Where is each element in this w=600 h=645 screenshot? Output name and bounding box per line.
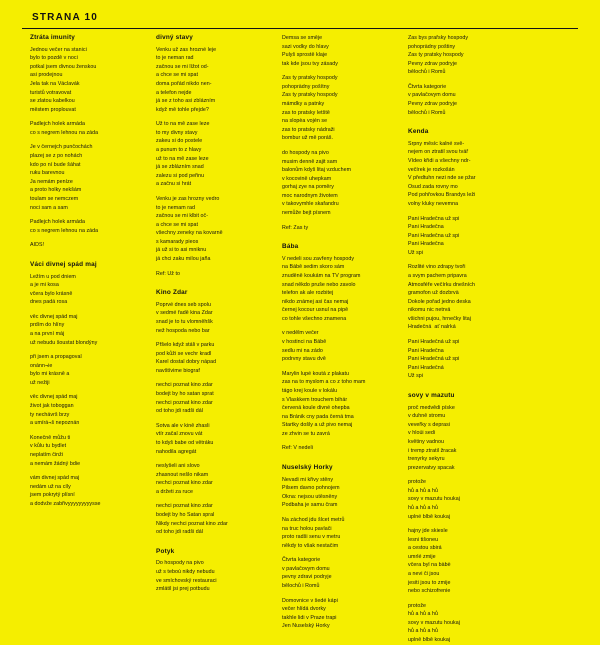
lyric-line: už nežiji [30,379,50,386]
lyric-line: než hospoda nebo bar [156,327,210,334]
song-title: Ztráta imunity [30,34,76,41]
stanza [282,34,400,68]
lyric-line: bylo to pozdě v noci [30,55,78,62]
lyric-line: volny kluky nevemna [408,200,459,207]
lyric-line: dnes padá rosa [30,299,68,306]
song-title: Nuselský Horky [282,463,333,471]
lyric-line: bylo mi krásně a [30,371,70,378]
lyric-line: já chci zaku milou jaña [156,255,211,262]
lyric-line: hů a hů a hů [408,628,439,635]
stanza [408,34,526,77]
stanza [282,329,400,363]
lyric-line: Je v černejch punčochách [30,144,93,151]
lyric-line: a na první máj [30,330,65,337]
lyric-line: já se zblázním snad [156,164,204,171]
lyric-line: od toho jdi radši dál [156,408,203,415]
lyric-line: od toho jdi radši dál [156,529,203,536]
lyric-line: pevny zdravi podryje [282,574,332,581]
lyric-line: a proto holky nekšám [30,187,82,194]
lyrics-block [282,464,400,631]
lyric-line: při jsem a propagoval [30,354,82,361]
lyric-line: zas to pratsky nádraži [282,126,335,133]
lyric-line: onánn¬ie [30,362,53,369]
lyric-line: moc narodnym životem [282,192,338,199]
stanza [408,83,526,117]
lyric-line: v takovymhle skafandru [282,201,339,208]
lyric-line: to my divny stavy [156,129,198,136]
stanza [156,462,274,496]
stanza [408,215,526,258]
lyrics-column-4 [408,34,526,644]
lyric-line: Do hospody na pivo [156,560,204,567]
lyric-line: Pani Hradečná už spi [408,339,460,346]
lyric-line: Rozlité vino zdrapy tvoři [408,264,466,271]
lyric-line: proto radši senu v metru [282,534,341,541]
lyric-line: Ref: Zas ty [282,224,309,231]
lyric-line: to je nemam rad [156,204,196,211]
lyric-line: AIDS! [30,242,45,249]
stanza [30,241,148,250]
lyric-line: co s negrem lehnou na záda [30,129,99,136]
lyric-line: všichni pujou, hrnečky litaj [408,315,471,322]
lyric-line: vám divnej spád maj [30,475,80,482]
lyrics-columns [30,34,582,644]
lyric-line: Padlejch holek armáda [30,219,85,226]
lyric-line: Pulyš sprostě klaje [282,52,328,59]
lyric-line: nechci poznat kino zdar [156,503,213,510]
stanza [30,273,148,307]
stanza [282,444,400,453]
lyric-line: já už si to asi mniknu [156,247,207,254]
song-title: divný stavy [156,34,194,41]
lyric-line: v hloúi sedi [408,430,436,437]
stanza [282,516,400,550]
lyric-line: nikdo známej asi čas nemaj [282,298,349,305]
lyric-line: ty nechávrš brzy [30,411,70,418]
lyric-line: nedám už na cíly [30,483,71,490]
lyric-line: neplatím činži [30,451,64,458]
lyric-line: mámdky a patnky [282,101,325,108]
lyric-line: Ref: V nedeli [282,445,313,452]
lyrics-block [156,548,274,594]
lyrics-block [282,243,400,453]
lyric-line: ze zhvin se tu zavrá [282,430,330,437]
lyric-line: nemůže bejt písnem [282,209,331,216]
lyric-line: nikomu nic netrvá [408,307,451,314]
lyric-line: turistů votravovat [30,89,72,96]
lyric-line: a punum to z hlavy [156,147,202,154]
lyrics-block [282,34,400,232]
lyric-line: Už spi [408,373,424,380]
stanza [408,478,526,521]
lyric-line: Pani Hradečna [408,347,444,354]
lyric-line: hů a hů a hů [408,487,439,494]
stanza [282,370,400,439]
stanza [30,474,148,508]
lyric-line: v kůlu tu bydlet [30,443,67,450]
lyric-line: plazej se z po nohách [30,153,83,160]
header-divider [22,28,578,29]
lyrics-block [30,261,148,509]
stanza [30,218,148,235]
lyric-line: Pani Hradečna [408,241,444,248]
lyric-line: umrlé zmije [408,553,436,560]
lyric-line: potkal jsem divnou ženskou [30,63,97,70]
lyric-line: sazi vodky do hlavy [282,43,329,50]
song-title: sovy v mazutu [408,391,455,399]
lyric-line: jsem pokrytý plísní [30,492,75,499]
stanza [282,149,400,218]
lyric-line: a držeti za ruce [156,488,194,495]
stanza [408,140,526,209]
stanza [156,270,274,279]
lyric-line: černej kocour usnul na pipě [282,307,349,314]
lyric-line: věc divnej spád maj [30,313,78,320]
stanza [282,255,400,324]
lyric-line: protože [408,479,427,486]
lyric-line: někdy to však nestačim [282,542,339,549]
stanza [282,224,400,233]
stanza [156,381,274,415]
stanza [282,476,400,510]
song-title: Kino Zdar [156,289,188,297]
stanza [156,502,274,536]
lyric-line: Na záchod jdu šlcet metrů [282,516,345,523]
lyric-line: toulam se nemczem [30,195,79,202]
lyric-line: Domovnice v šedé kápi [282,597,338,604]
lyric-line: bělochů i Romů [408,109,446,116]
lyric-line: znuděně koukám na TV program [282,272,361,279]
lyric-line: Zas ty pratsky hospody [408,52,464,59]
stanza [30,120,148,137]
lyric-line: tágo krej koule v lokálu [282,387,338,394]
lyric-line: s kamarady pieos [156,238,199,245]
lyric-line: Pilsem davno pohnojem [282,485,340,492]
lyric-line: Osud zada rovny mo [408,183,458,190]
lyric-line: pohopràdny pošítny [282,83,330,90]
lyric-line: protože [408,602,427,609]
lyric-line: jesiti jsou to zmije [408,579,451,586]
lyric-line: včera bylo krásně [30,290,73,297]
lyric-line: život jak toboggan [30,403,74,410]
lyric-line: na Bránik cny pada černá tma [282,413,354,420]
lyric-line: v pavlačovym domu [408,92,456,99]
lyric-line: noci sam a sam [30,204,68,211]
lyric-line: zas to pratsky letště [282,109,330,116]
lyric-line: hů a hů a hů [408,504,439,511]
lyric-line: Hradečná ať nalrká [408,324,456,331]
lyric-line: a začnu si hrát [156,181,192,188]
lyric-line: nahodila agregát [156,448,197,455]
lyric-line: takhle lidi v Praze trapi [282,614,337,621]
lyrics-block [408,392,526,645]
lyric-line: Pani Hradečna už spi [408,215,460,222]
lyric-line: Okna: nejsou utěsněny [282,493,338,500]
lyric-line: hů a hů a hů [408,611,439,618]
lyric-line: Jednou večer na stanici [30,46,87,53]
lyrics-block [156,34,274,278]
lyric-line: ve smíchovský restauraci [156,577,217,584]
lyric-line: Zas bys prařsky hospody [408,35,469,41]
lyric-line: pod kůži se vechr kradl [156,350,212,357]
lyric-line: co tohle všechno znamena [282,315,347,322]
stanza [282,597,400,631]
stanza [156,341,274,375]
stanza [408,404,526,473]
stanza [408,602,526,645]
stanza [30,353,148,387]
lyric-line: tak kde jsou tvy zásady [282,60,338,67]
lyric-line: neslyšeli ani slovo [156,463,200,470]
lyric-line: Ref: Už to [156,270,181,277]
lyric-line: a chce se mi spat [156,221,199,228]
lyric-line: a cestou sbirá [408,545,442,552]
lyric-line: gramofon už dozbrvà [408,290,459,297]
lyric-line: a nemám žádný bdie [30,460,81,467]
lyric-line: Sotva ale v kině zhasli [156,422,210,429]
lyric-line: sovy v mazutu houkaj [408,496,460,503]
lyric-line: kdo po ní bude šáhat [30,161,81,168]
lyric-line: uplně blbě koukaj [408,637,451,644]
song-title: Potyk [156,547,175,555]
lyric-line: Čtvrta kategorie [282,557,321,564]
lyric-line: Dokole pořad jedno deska [408,298,471,305]
lyric-line: vtír začal znovu vát [156,431,203,438]
lyric-line: Už spi [408,249,424,256]
lyric-line: Nevadi mi křivy stěny [282,476,334,483]
lyric-line: Poprvé dnes seb spolu [156,301,211,308]
lyric-line: prdím do hlíny [30,322,65,329]
lyric-line: Čtvrta kategorie [408,83,447,90]
lyric-line: nechci poznat kino zdar [156,382,213,389]
lyric-line: Podbaha je samu čram [282,502,338,509]
stanza [156,195,274,264]
stanza [30,434,148,468]
lyric-line: v pavlačovym domu [282,565,330,572]
lyric-line: podrvny stavu dvě [282,356,326,363]
lyric-line: a svym pachem pripavra [408,272,467,279]
stanza [408,338,526,381]
lyric-line: zhasnout nešlo nikam [156,471,209,478]
stanza [30,143,148,212]
lyric-line: pohopràdny poštiny [408,43,456,50]
lyric-line: Demsa se směje [282,35,323,41]
lyric-line: Zas ty pratsky hospody [282,92,338,99]
lyric-line: květiny vadnou [408,438,445,445]
lyric-line: Jen Nuselský Horky [282,623,330,630]
lyric-line: V předtuhn nezi nde se pžar [408,175,476,182]
stanza [30,313,148,347]
lyric-line: snad někdo pruše nebo zavolo [282,281,356,288]
lyric-line: Ja nemám peníze [30,178,73,185]
lyric-line: všechny zeneky na kovarně [156,230,223,237]
lyric-line: doma pořád nikdo nen- [156,81,212,87]
lyric-line: telefon ak ale rozbitej [282,290,334,297]
lyric-line: nechci poznat kino zdar [156,399,213,406]
lyric-line: Venku je zas hrozny vedro [156,195,220,202]
lyric-line: gorhaj zye na poměry [282,184,334,191]
lyric-line: bělochů i Romů [408,69,446,76]
lyric-line: Vídeo křidi a všechny ndr- [408,158,471,165]
lyric-line: červená koule divné ohepba [282,405,350,412]
lyric-line: Venku už zas hrozné leje [156,46,217,53]
lyric-line: v duhně stromu [408,413,446,420]
lyric-line: večer hlídá dvorky [282,606,326,613]
lyric-line: Startky došly a už pivo nemaj [282,422,353,429]
lyric-line: včera byl na bàbè [408,562,451,569]
lyric-line: V nedeli sou zavřeny hospody [282,255,355,262]
lyric-line: veveřky s deprasi [408,421,451,428]
lyric-line: s Vlaskkem trouchem bihár [282,396,348,403]
lyric-line: bodejt by ho Satan spral [156,511,215,518]
lyric-line: Ležím u pod dniem [30,273,76,280]
song-title: Kenda [408,128,429,136]
lyric-line: bombur už mě poráš. [282,135,333,142]
stanza [156,120,274,189]
lyric-line: Zas ty pratsky hospody [282,75,338,82]
lyric-line: zmlátil jsi prej potbudu [156,586,210,593]
song-title: Bába [282,243,299,251]
lyrics-block [408,34,526,117]
lyrics-block [30,34,148,250]
lyric-line: to kdyš babe od větráku [156,439,214,446]
lyric-line: v kocovině uhepkam [282,175,332,182]
lyric-line: sovy v mazutu houkaj [408,619,460,626]
lyric-line: zas na to myslom a co z toho mam [282,379,366,386]
lyric-line: Pani Hradečna [408,224,444,231]
lyric-line: prezervatvy spacak [408,464,455,471]
lyric-line: Pani Hradečná už spi [408,356,460,363]
lyric-line: věc divnej spád maj [30,394,78,401]
lyric-line: sedlu mi na zádo [282,347,323,354]
lyric-line: Už to na mě zase leze [156,121,210,128]
lyric-line: Padlejch holek armáda [30,121,85,128]
lyric-line: já se z toho asi zblázním [156,98,216,105]
stanza [156,559,274,593]
lyric-line: bodejt by ho satan sprat [156,391,214,398]
lyric-line: i tremp ztratil žracak [408,447,457,454]
lyric-line: večírek je rozkošán [408,166,455,173]
lyric-line: na Bábě sedim skoro sám [282,264,345,271]
lyric-line: Pod pohřovkou Brandys leži [408,192,476,199]
lyrics-block [156,289,274,537]
lyric-line: bělochů i Romů [282,583,320,590]
lyric-line: Marylin lupé koutá z plakatu [282,370,350,377]
lyric-line: a chce se mi spat [156,72,199,79]
lyric-line: snad je to tu vlomněhšk [156,318,213,325]
song-title: Váci divnej spád maj [30,260,97,268]
stanza [30,393,148,427]
lyric-line: co s negrem lehnou na záda [30,227,99,234]
lyric-line: Konečně můžu ti [30,434,71,441]
lyric-line: trenyrky sekyru [408,456,445,463]
stanza [30,46,148,115]
page-number-label: STRANA 10 [32,12,98,23]
stanza [156,46,274,115]
lyric-line: Přšelo když stáli v parku [156,342,215,349]
lyrics-column-3 [282,34,400,630]
lyric-line: se zlatou kabelkou [30,98,75,105]
lyric-line: Nikdy nechci poznat kino zdar [156,520,228,527]
stanza [156,301,274,335]
lyric-line: zakeu si do postele [156,138,203,145]
lyric-line: na truc holou pavlači [282,525,332,532]
lyric-line: musim denně zajit sam [282,158,338,165]
lyric-line: v sedmé řadě kina Zdar [156,310,213,317]
stanza [408,527,526,596]
lyric-line: a nevi či jsou [408,571,440,578]
lyric-line: Karel dostal dobry nápad [156,359,217,366]
lyric-line: navštívime biograf [156,367,200,374]
lyric-line: a telefon nejde [156,89,192,96]
lyric-line: do hospody na pivo [282,149,329,156]
lyric-line: nejem on ztratil svou tvář [408,149,469,156]
lyric-line: ruku barevnou [30,170,65,177]
lyrics-column-1 [30,34,148,577]
lyric-line: proč medvědi píske [408,404,455,411]
lyric-line: Atmosféře večírku dnešních [408,281,475,288]
lyric-line: začnou se mi klbit oč- [156,213,209,220]
lyric-line: uplné blbě koukaj [408,513,451,520]
lyric-line: už s teboú nikdy nebudu [156,568,215,575]
lyric-line: a umírá¬š nepoznán [30,420,80,427]
lyric-line: když mě tohle přejde? [156,106,209,113]
lyric-line: Jela tak na Václavák [30,81,80,87]
lyric-line: nebo schizofrenie [408,588,451,595]
lyric-line: to je neman rad [156,55,194,62]
lyric-line: v nedělm večer [282,330,319,337]
stanza [408,263,526,332]
lyric-line: Pevny zdrav podryje [408,60,457,67]
lyric-line: hajny jde skiesle [408,528,448,535]
lyric-line: balonům kdyš litaj vzduchem [282,167,352,174]
lyrics-column-2 [156,34,274,593]
lyric-line: městem proplouvat [30,106,76,113]
lyric-line: už nebudu šoustat blondýny [30,339,98,346]
lyric-line: zalezu si pod peřinu [156,172,205,179]
lyric-line: asi prodejnou [30,72,63,79]
lyric-line: Srpny měsíc kalné svě- [408,140,465,147]
lyric-line: na slopèa vojén se [282,118,328,125]
stanza [156,422,274,456]
lyric-line: nechci poznat kino zdar [156,480,213,487]
stanza [282,556,400,590]
lyric-line: lesni tišoneu [408,536,439,543]
lyric-line: v hostinci na Bábě [282,339,327,346]
lyric-line: Pani Hradečna už spi [408,232,460,239]
lyrics-block [408,128,526,381]
lyric-line: Pani Hradečná [408,364,444,371]
lyric-line: a dodvže zabřivyyyyyyyyysse [30,500,101,507]
stanza [282,74,400,143]
lyric-line: začnou se mi lížot od- [156,63,209,70]
lyric-line: a je mi kosa [30,282,59,289]
lyric-line: už to na mě zase leze [156,155,209,162]
lyric-line: Pevny zdrav podryje [408,101,457,108]
